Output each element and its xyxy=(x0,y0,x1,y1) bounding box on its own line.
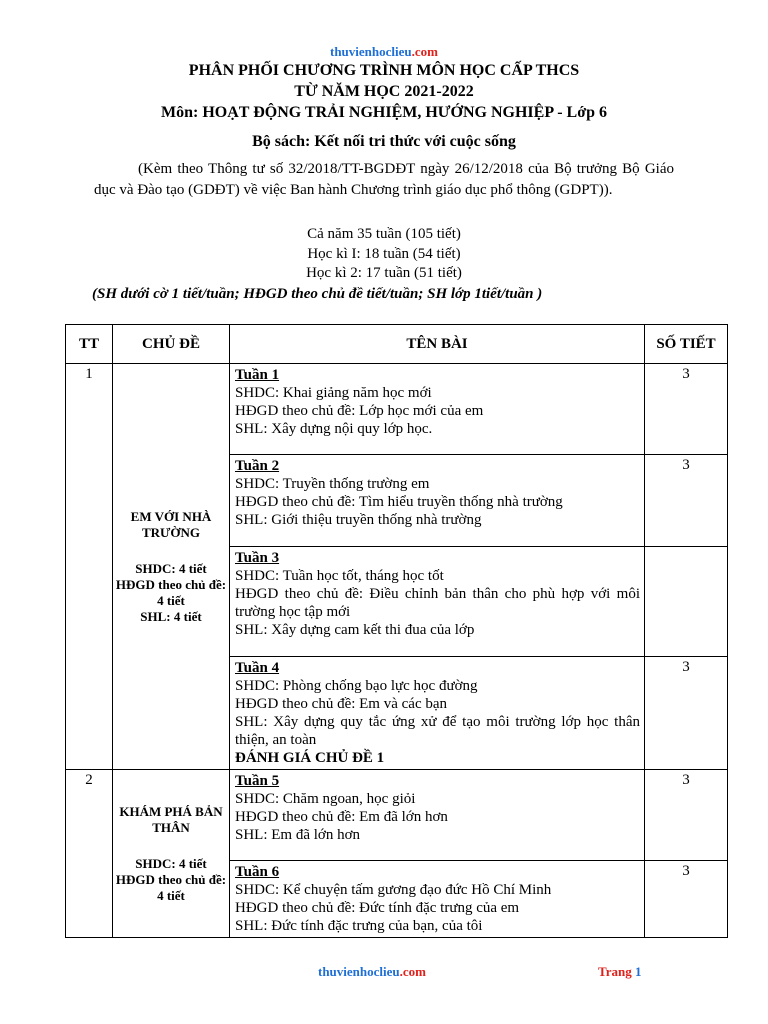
lesson-cell xyxy=(230,364,645,455)
table-row xyxy=(66,770,728,861)
lesson-line: SHL: Xây dựng cam kết thi đua của lớp xyxy=(235,622,475,638)
week-label: Tuần 3 xyxy=(235,550,280,566)
topic-name: KHÁM PHÁ BẢN THÂN xyxy=(119,803,223,835)
topic-alloc: SHDC: 4 tiết xyxy=(135,560,207,576)
year-summary: Cả năm 35 tuần (105 tiết) xyxy=(307,226,461,242)
page-number: Trang 1 xyxy=(598,964,642,979)
semester2-summary: Học kì 2: 17 tuần (51 tiết) xyxy=(306,265,462,281)
lesson-line: SHL: Giới thiệu truyền thống nhà trường xyxy=(235,512,482,528)
header-tt: TT xyxy=(66,325,113,364)
topic-evaluation: ĐÁNH GIÁ CHỦ ĐỀ 1 xyxy=(235,750,385,766)
lesson-line: SHDC: Phòng chống bạo lực học đường xyxy=(235,678,478,694)
period-count: 3 xyxy=(645,770,728,861)
lesson-line: HĐGD theo chủ đề: Em đã lớn hơn xyxy=(235,809,448,825)
lesson-line: SHL: Em đã lớn hơn xyxy=(235,827,361,843)
week-label: Tuần 2 xyxy=(235,458,280,474)
topic-number: 1 xyxy=(66,364,113,770)
period-count: 3 xyxy=(645,861,728,938)
topic-cell xyxy=(113,770,230,938)
lesson-line: HĐGD theo chủ đề: Lớp học mới của em xyxy=(235,403,484,419)
book-series: Bộ sách: Kết nối tri thức với cuộc sống xyxy=(252,133,516,150)
header-so-tiet: SỐ TIẾT xyxy=(645,325,728,364)
lesson-cell xyxy=(230,547,645,657)
lesson-line: HĐGD theo chủ đề: Điều chỉnh bản thân cho phù hợp với môi trường học tập mới xyxy=(235,586,640,620)
topic-alloc: SHL: 4 tiết xyxy=(140,608,202,624)
doc-title: PHÂN PHỐI CHƯƠNG TRÌNH MÔN HỌC CẤP THCS xyxy=(188,62,580,79)
lesson-cell xyxy=(230,861,645,938)
lesson-line: HĐGD theo chủ đề: Đức tính đặc trưng của em xyxy=(235,900,520,916)
footer-site-link[interactable]: thuvienhoclieu.com xyxy=(318,964,426,979)
period-count: 3 xyxy=(645,455,728,547)
week-label: Tuần 4 xyxy=(235,660,280,676)
site-header[interactable]: thuvienhoclieu.com xyxy=(330,44,438,59)
week-label: Tuần 1 xyxy=(235,367,280,383)
period-count: 3 xyxy=(645,364,728,455)
curriculum-table xyxy=(65,324,728,938)
header-ten-bai: TÊN BÀI xyxy=(230,325,645,364)
table-row xyxy=(66,364,728,455)
lesson-cell xyxy=(230,657,645,770)
lesson-line: HĐGD theo chủ đề: Em và các bạn xyxy=(235,696,448,712)
semester1-summary: Học kì I: 18 tuần (54 tiết) xyxy=(307,246,461,262)
period-count: 3 xyxy=(645,657,728,770)
week-label: Tuần 5 xyxy=(235,773,280,789)
topic-name: EM VỚI NHÀ TRƯỜNG xyxy=(130,508,212,540)
lesson-line: SHDC: Truyền thống trường em xyxy=(235,476,430,492)
school-year: TỪ NĂM HỌC 2021-2022 xyxy=(294,83,474,100)
week-label: Tuần 6 xyxy=(235,864,280,880)
schedule-note: (SH dưới cờ 1 tiết/tuần; HĐGD theo chủ đề tiết/tuần; SH lớp 1tiết/tuần ) xyxy=(92,286,543,302)
lesson-line: SHDC: Chăm ngoan, học giỏi xyxy=(235,791,416,807)
subject-title: Môn: HOẠT ĐỘNG TRẢI NGHIỆM, HƯỚNG NGHIỆP - Lớp 6 xyxy=(161,104,607,121)
topic-cell xyxy=(113,364,230,770)
lesson-line: SHL: Đức tính đặc trưng của bạn, của tôi xyxy=(235,918,483,934)
lesson-line: SHDC: Tuần học tốt, tháng học tốt xyxy=(235,568,444,584)
topic-alloc: HĐGD theo chủ đề: 4 tiết xyxy=(115,871,227,903)
period-count xyxy=(645,547,728,657)
intro-paragraph: (Kèm theo Thông tư số 32/2018/TT-BGDĐT ngày 26/12/2018 của Bộ trưởng Bộ Giáo dục và Đào tạo (GDĐT) về việc Ban hành Chương trình giáo dục phổ thông (GDPT)). xyxy=(94,161,674,198)
lesson-line: SHDC: Kể chuyện tấm gương đạo đức Hồ Chí Minh xyxy=(235,882,552,898)
table-header-row xyxy=(66,325,728,364)
lesson-cell xyxy=(230,455,645,547)
topic-number: 2 xyxy=(66,770,113,938)
topic-alloc: SHDC: 4 tiết xyxy=(135,855,207,871)
header-chu-de: CHỦ ĐỀ xyxy=(113,325,230,364)
topic-alloc: HĐGD theo chủ đề: 4 tiết xyxy=(115,576,227,608)
lesson-line: SHL: Xây dựng quy tắc ứng xử để tạo môi trường lớp học thân thiện, an toàn xyxy=(235,714,640,748)
lesson-cell xyxy=(230,770,645,861)
lesson-line: SHL: Xây dựng nội quy lớp học. xyxy=(235,421,433,437)
lesson-line: SHDC: Khai giảng năm học mới xyxy=(235,385,432,401)
lesson-line: HĐGD theo chủ đề: Tìm hiểu truyền thống nhà trường xyxy=(235,494,563,510)
